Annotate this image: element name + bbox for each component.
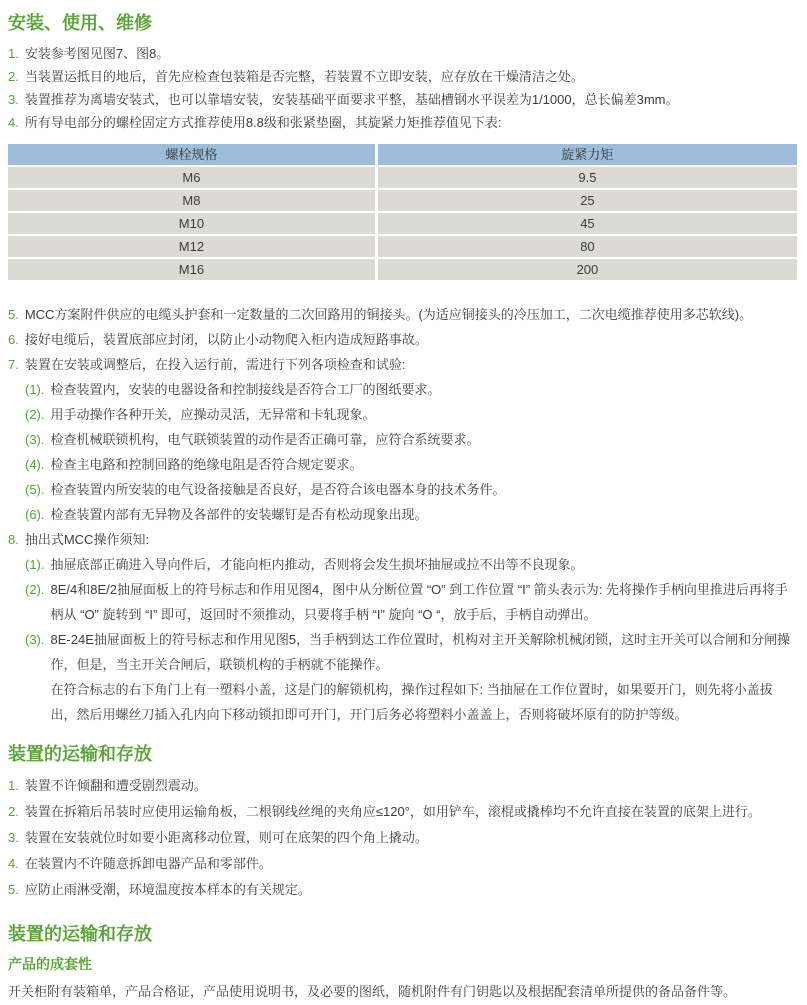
item-number: 1. [8,778,19,793]
item-number: (3). [25,432,45,447]
table-row [8,167,797,188]
list-item [8,88,797,111]
list-item [8,327,797,352]
list-item [8,773,797,799]
table-cell: 45 [375,213,797,234]
item-text: 检查装置内，安装的电器设备和控制接线是否符合工厂的图纸要求。 [50,382,441,397]
list-item [8,877,797,903]
item-number: 2. [8,69,19,84]
checks-sublist [25,377,797,527]
item-number: (4). [25,457,45,472]
item-number: (1). [25,382,45,397]
list-item [25,427,797,452]
section-title-install: 安装、使用、维修 [8,13,152,33]
list-item [8,825,797,851]
table-row [8,236,797,257]
item-number: 3. [8,830,19,845]
item-text: 当装置运抵目的地后，首先应检查包装箱是否完整，若装置不立即安装，应存放在干燥清洁之处。 [24,69,584,84]
item-text: 安装参考图见图7、图8。 [24,46,170,61]
list-item [25,452,797,477]
section-title-transport-2: 装置的运输和存放 [8,924,152,944]
item-text-line: 在符合标志的右下角门上有一塑料小盖，这是门的解锁机构，操作过程如下: 当抽屉在工作位置时，如果要开门，则先将小盖拔出，然后用螺丝刀插入孔内向下移动锁扣即可开门，开门后务必将塑料小盖盖上，否则将破坏原有的防护等级。 [50,682,773,722]
item-text: 装置推荐为离墙安装式，也可以靠墙安装，安装基础平面要求平整，基础槽钢水平误差为1/1000，总长偏差3mm。 [24,92,679,107]
table-row [8,259,797,280]
torque-table [8,142,797,282]
mcc-sublist [25,552,797,727]
item-text: 所有导电部分的螺栓固定方式推荐使用8.8级和张紧垫圈，其旋紧力矩推荐值见下表: [24,115,502,130]
table-cell: 25 [375,190,797,211]
item-text: 装置在拆箱后吊装时应使用运输角板，二根钢线丝绳的夹角应≤120°，如用铲车，滚棍或撬棒均不允许直接在装置的底架上进行。 [24,804,761,819]
item-text: 在装置内不许随意拆卸电器产品和零部件。 [24,856,272,871]
table-cell: 9.5 [375,167,797,188]
table-cell: 200 [375,259,797,280]
item-text: 检查装置内所安装的电气设备接触是否良好，是否符合该电器本身的技术务件。 [50,482,506,497]
table-cell: 80 [375,236,797,257]
item-number: 5. [8,882,19,897]
list-item [8,527,797,552]
item-number: 1. [8,46,19,61]
item-number: (2). [25,582,45,597]
item-text: 检查机械联锁机构，电气联锁装置的动作是否正确可靠，应符合系统要求。 [50,432,480,447]
item-text: 抽屉底部正确进入导向件后，才能向柜内推动，否则将会发生损坏抽屉或拉不出等不良现象。 [50,557,584,572]
item-number: (3). [25,632,45,647]
item-text: 应防止雨淋受潮，环境温度按本样本的有关规定。 [24,882,311,897]
table-cell: M12 [8,236,375,257]
item-number: 4. [8,115,19,130]
table-cell: M6 [8,167,375,188]
list-item [8,352,797,377]
section-title-transport: 装置的运输和存放 [8,744,152,764]
list-item [25,402,797,427]
list-item [25,552,797,577]
item-number: 2. [8,804,19,819]
item-text: MCC方案附件供应的电缆头护套和一定数量的二次回路用的铜接头。(为适应铜接头的冷压加工，二次电缆推荐使用多芯软线)。 [24,307,753,322]
item-text: 8E/4和8E/2抽屉面板上的符号标志和作用见图4，图中从分断位置 “O” 到工作位置 “I” 箭头表示为: 先将操作手柄向里推进后再将手柄从 “O” 旋转到 “I” 即可，返回时不须推动，只要将手柄 “I” 旋向 “O “，放手后，手柄自动弹出。 [50,582,788,622]
table-row [8,213,797,234]
list-item [8,799,797,825]
completeness-paragraph: 开关柜附有装箱单，产品合格证，产品使用说明书，及必要的图纸，随机附件有门钥匙以及根据配套清单所提供的备品备件等。 [8,984,737,999]
item-text: 装置不许倾翻和遭受剧烈震动。 [24,778,207,793]
item-number: 7. [8,357,19,372]
torque-table-header-row [8,144,797,165]
item-text: 检查主电路和控制回路的绝缘电阻是否符合规定要求。 [50,457,363,472]
list-item [8,42,797,65]
transport-list [8,773,797,903]
item-text [51,627,798,727]
list-item [25,577,797,627]
table-cell: M10 [8,213,375,234]
list-item [8,65,797,88]
item-number: (1). [25,557,45,572]
subsection-title-completeness: 产品的成套性 [8,956,92,972]
table-row [8,190,797,211]
item-text: 装置在安装就位时如要小距离移动位置，则可在底架的四个角上撬动。 [24,830,428,845]
table-cell: M8 [8,190,375,211]
item-text: 接好电缆后，装置底部应封闭，以防止小动物爬入柜内造成短路事故。 [24,332,428,347]
item-text-line: 8E-24E抽屉面板上的符号标志和作用见图5，当手柄到达工作位置时，机构对主开关解除机械闭锁，这时主开关可以合闸和分闸操作，但是，当主开关合闸后，联锁机构的手柄就不能操作。 [50,632,791,672]
item-number: (2). [25,407,45,422]
list-item [25,377,797,402]
item-number: 3. [8,92,19,107]
list-item [25,477,797,502]
table-cell: M16 [8,259,375,280]
item-text: 检查装置内部有无异物及各部件的安装螺钉是否有松动现象出现。 [50,507,428,522]
item-text: 装置在安装或调整后，在投入运行前，需进行下列各项检查和试验: [24,357,406,372]
item-text: 用手动操作各种开关，应操动灵活，无异常和卡轧现象。 [50,407,376,422]
list-item [8,111,797,134]
table-header-cell: 螺栓规格 [8,144,375,165]
list-item [8,851,797,877]
item-number: 5. [8,307,19,322]
item-number: 4. [8,856,19,871]
install-list-top [8,42,797,134]
list-item [25,627,797,727]
item-text: 抽出式MCC操作须知: [24,532,150,547]
item-number: (5). [25,482,45,497]
item-number: 6. [8,332,19,347]
table-header-cell: 旋紧力矩 [375,144,797,165]
list-item [8,302,797,327]
item-number: (6). [25,507,45,522]
item-number: 8. [8,532,19,547]
install-list-after [8,302,797,727]
list-item [25,502,797,527]
